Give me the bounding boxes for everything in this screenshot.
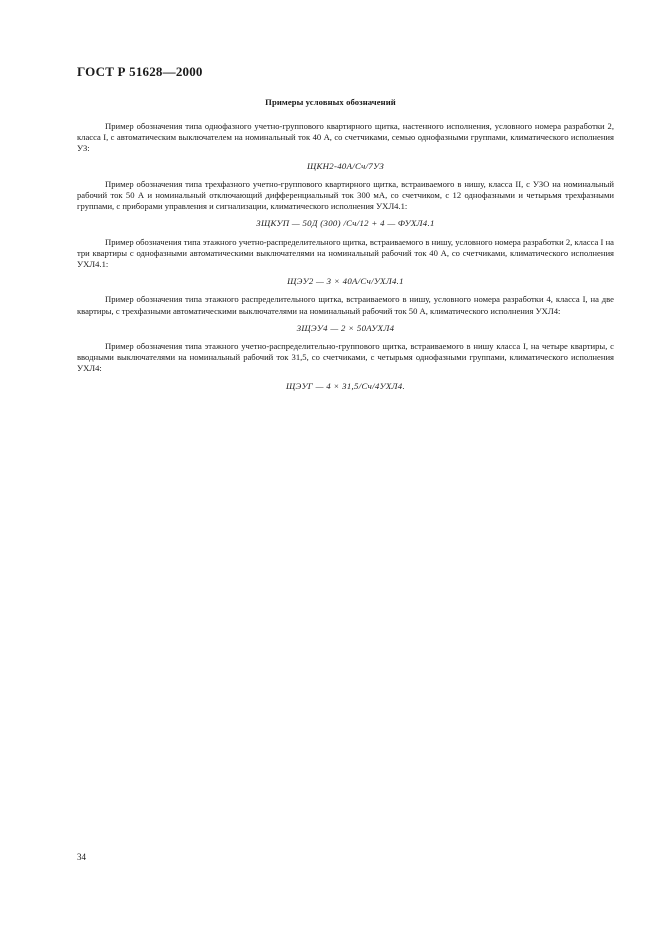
example-designation: ЩЭУ2 — 3 × 40А/Сч/УХЛ4.1 [287,276,404,287]
example-designation: ЩКН2-40А/Сч/7УЗ [307,160,384,171]
example-paragraph: Пример обозначения типа однофазного учетно-группового квартирного щитка, настенного исполнения, условного номера разработки 2, класса I, с автоматическим выключателем на номинальный ток 40 А, со счетчиками, семью однофазными группами, климатического исполнения УЗ: [77,121,614,154]
example-designation: ЩЭУГ — 4 × 31,5/Сч/4УХЛ4. [286,380,405,391]
examples-content [77,121,614,399]
page-number: 34 [77,852,86,862]
example-designation: 3ЩЭУ4 — 2 × 50АУХЛ4 [296,322,395,333]
example-paragraph: Пример обозначения типа этажного учетно-распределительно-группового щитка, встраиваемого в нишу класса I, на четыре квартиры, с вводными выключателями на номинальный рабочий ток 31,5, со счетчиками, с четырьмя однофазными группами, климатического исполнения УХЛ4: [77,341,614,374]
example-designation: 3ЩКУП — 50Д (300) /Сч/12 + 4 — ФУХЛ4.1 [256,218,435,229]
document-header: ГОСТ Р 51628—2000 [77,64,203,79]
example-paragraph: Пример обозначения типа трехфазного учетно-группового квартирного щитка, встраиваемого в нишу, класса II, с УЗО на номинальный рабочий ток 50 А и номинальный отключающий дифференциальный ток 300 мА, со счетчиком, с 12 однофазными и четырьмя трехфазными группами, с приборами управления и сигнализации, климатического исполнения УХЛ4.1: [77,178,614,212]
example-paragraph: Пример обозначения типа этажного учетно-распределительного щитка, встраиваемого в нишу, условного номера разработки 2, класса I на три квартиры с однофазными автоматическими выключателями на номинальный рабочий ток 40 А, со счетчиками, климатического исполнения УХЛ4.1: [77,236,614,270]
section-title: Примеры условных обозначений [265,97,396,107]
example-paragraph: Пример обозначения типа этажного распределительного щитка, встраиваемого в нишу, условного номера разработки 4, класса I, на две квартиры, с трехфазными автоматическими выключателями на номинальный рабочий ток 50 А, климатического исполнения УХЛ4: [77,294,614,316]
